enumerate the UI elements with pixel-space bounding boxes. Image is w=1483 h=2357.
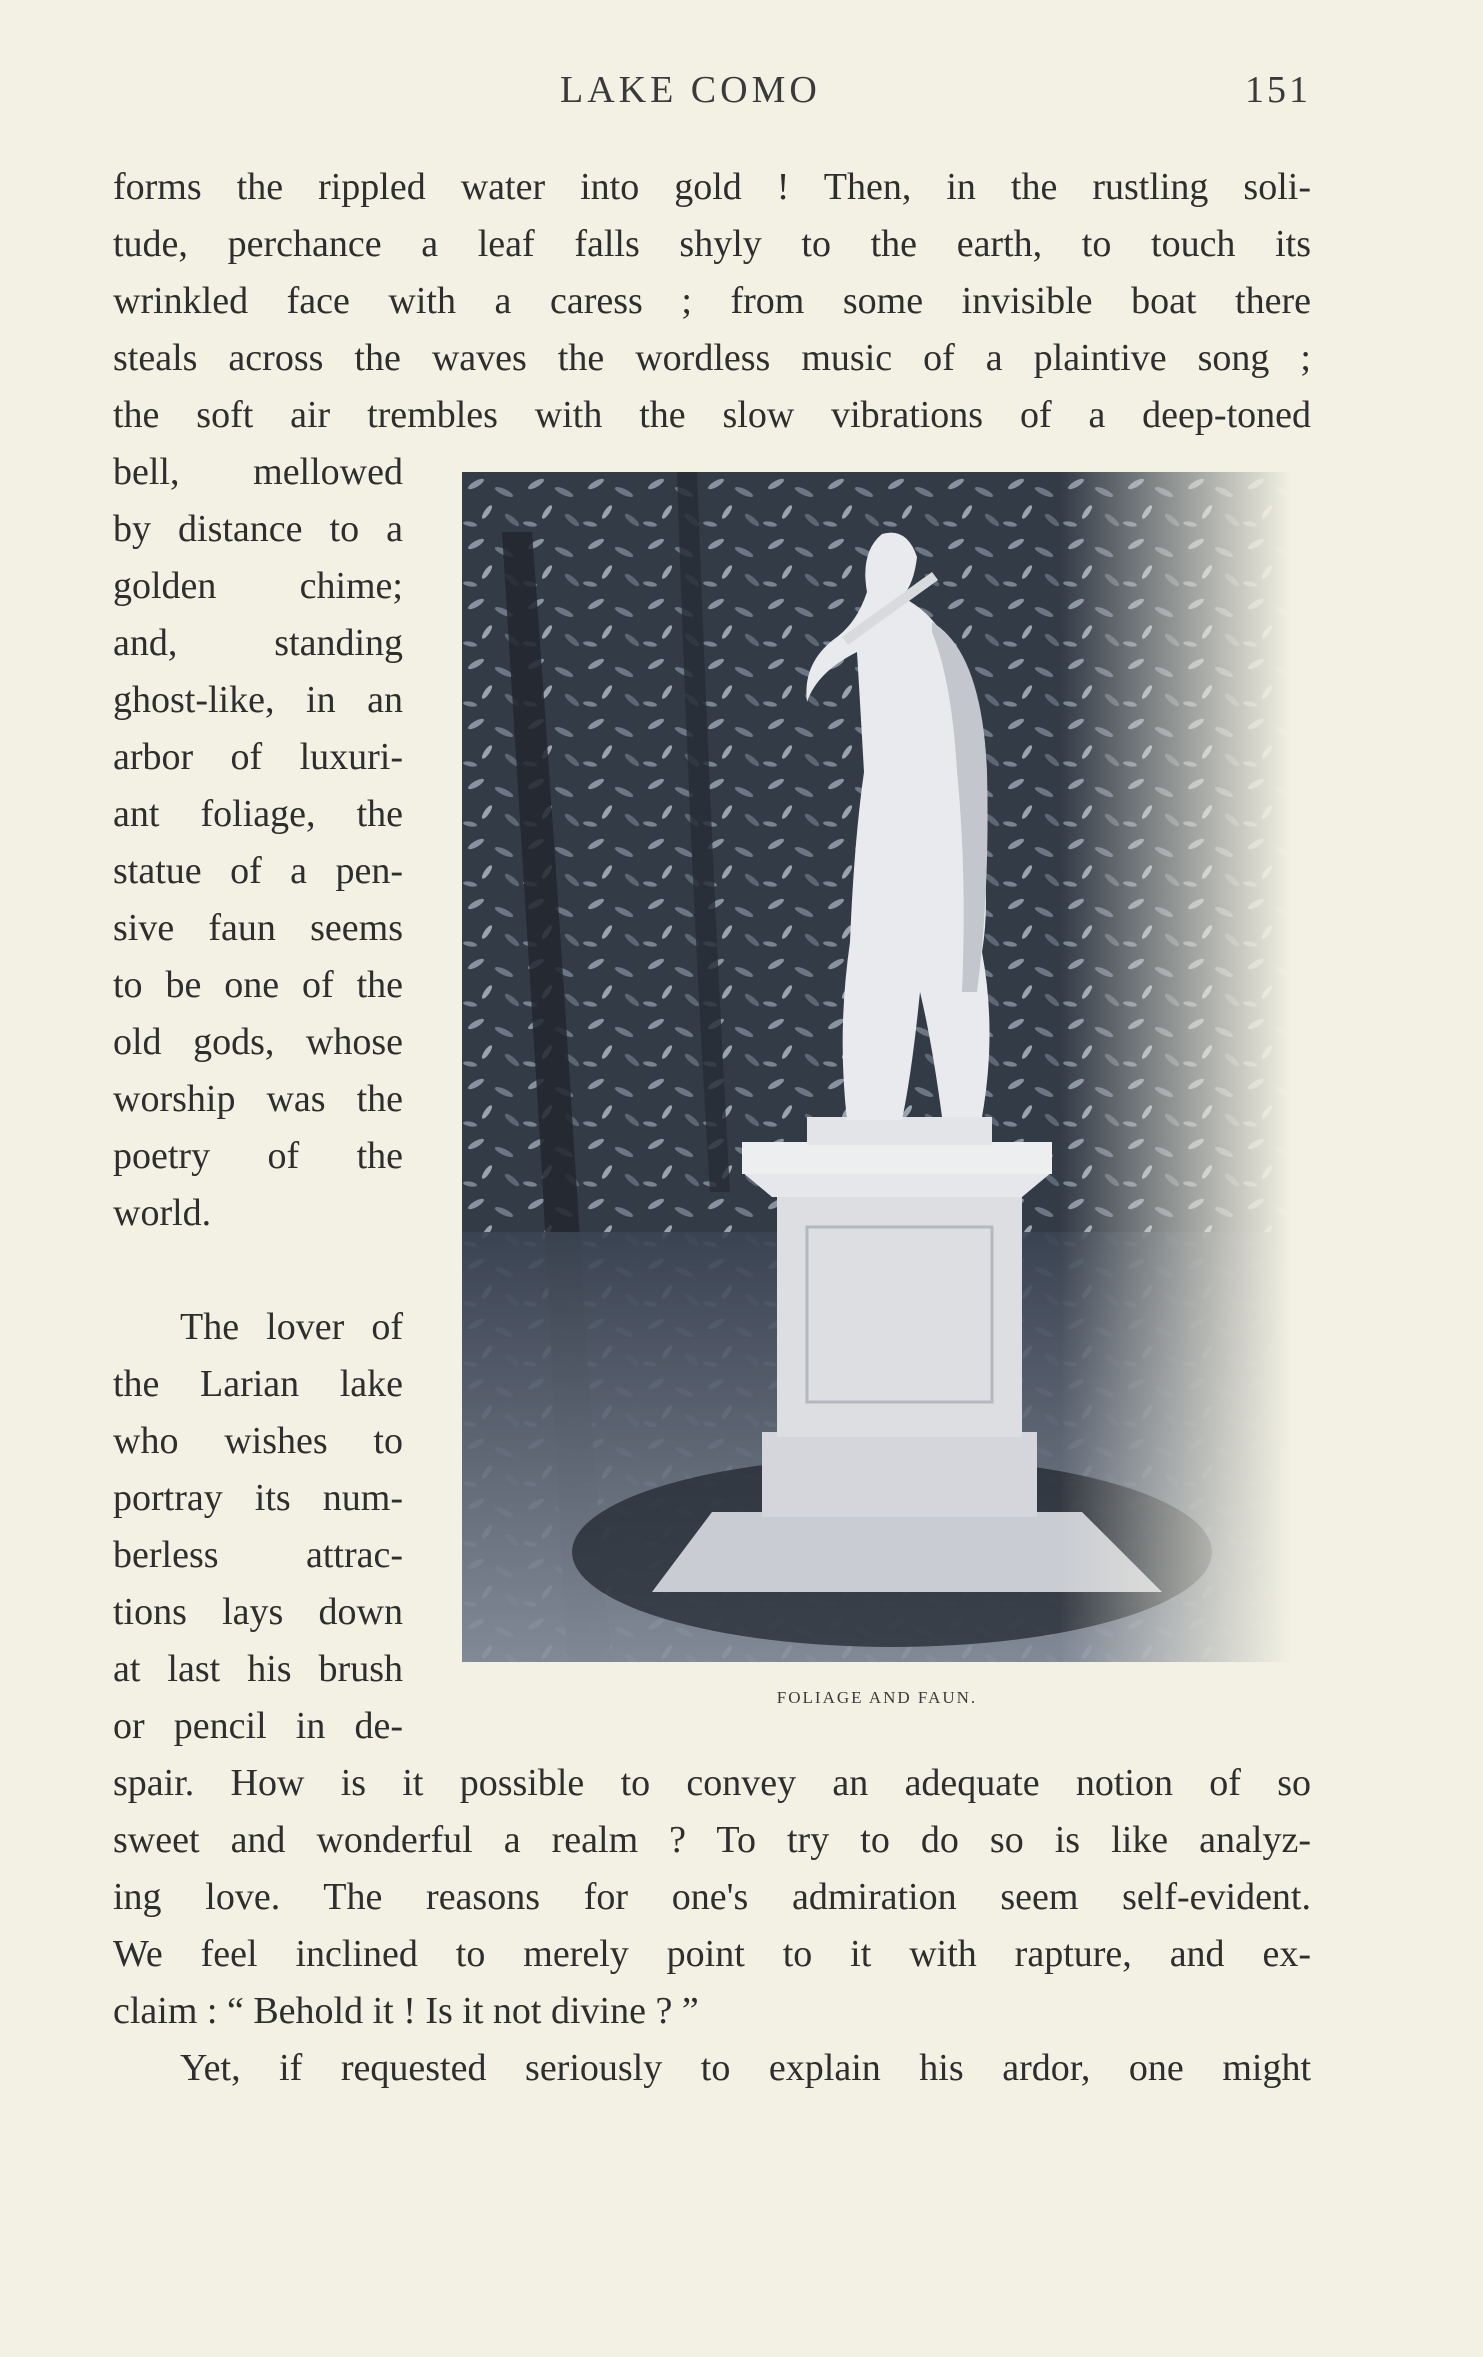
text-line: golden chime; xyxy=(113,565,403,607)
text-line: sive faun seems xyxy=(113,907,403,949)
text-line: The lover of xyxy=(180,1306,403,1348)
text-line: the Larian lake xyxy=(113,1363,403,1405)
text-line: and, standing xyxy=(113,622,403,664)
text-line: by distance to a xyxy=(113,508,403,550)
text-line: world. xyxy=(113,1192,212,1234)
text-line: portray its num- xyxy=(113,1477,403,1519)
text-line: ghost-like, in an xyxy=(113,679,403,721)
text-line: poetry of the xyxy=(113,1135,403,1177)
text-line: tude, perchance a leaf falls shyly to the earth, to touch its xyxy=(113,223,1311,265)
text-line: berless attrac- xyxy=(113,1534,403,1576)
text-line: forms the rippled water into gold ! Then, in the rustling soli- xyxy=(113,166,1311,208)
text-line: ant foliage, the xyxy=(113,793,403,835)
text-line: arbor of luxuri- xyxy=(113,736,403,778)
text-line: bell, mellowed xyxy=(113,451,403,493)
running-title: LAKE COMO xyxy=(560,69,821,111)
text-line: We feel inclined to merely point to it with rapture, and ex- xyxy=(113,1933,1311,1975)
text-line: statue of a pen- xyxy=(113,850,403,892)
text-line: old gods, whose xyxy=(113,1021,403,1063)
text-line: Yet, if requested seriously to explain his ardor, one might xyxy=(180,2047,1311,2089)
text-line: spair. How is it possible to convey an adequate notion of so xyxy=(113,1762,1311,1804)
text-line: tions lays down xyxy=(113,1591,403,1633)
text-line: who wishes to xyxy=(113,1420,403,1462)
faun-statue-photograph xyxy=(462,472,1292,1662)
page-number: 151 xyxy=(1245,69,1311,111)
text-line: steals across the waves the wordless music of a plaintive song ; xyxy=(113,337,1311,379)
text-line: or pencil in de- xyxy=(113,1705,403,1747)
text-line: the soft air trembles with the slow vibrations of a deep-toned xyxy=(113,394,1311,436)
figure-caption: FOLIAGE AND FAUN. xyxy=(776,1688,978,1707)
text-line: wrinkled face with a caress ; from some invisible boat there xyxy=(113,280,1311,322)
text-line: at last his brush xyxy=(113,1648,403,1690)
text-line: worship was the xyxy=(113,1078,403,1120)
text-line: sweet and wonderful a realm ? To try to do so is like analyz- xyxy=(113,1819,1311,1861)
text-line: ing love. The reasons for one's admiration seem self-evident. xyxy=(113,1876,1311,1918)
text-line: claim : “ Behold it ! Is it not divine ? ” xyxy=(113,1990,699,2032)
page-header xyxy=(0,68,1483,118)
text-line: to be one of the xyxy=(113,964,403,1006)
